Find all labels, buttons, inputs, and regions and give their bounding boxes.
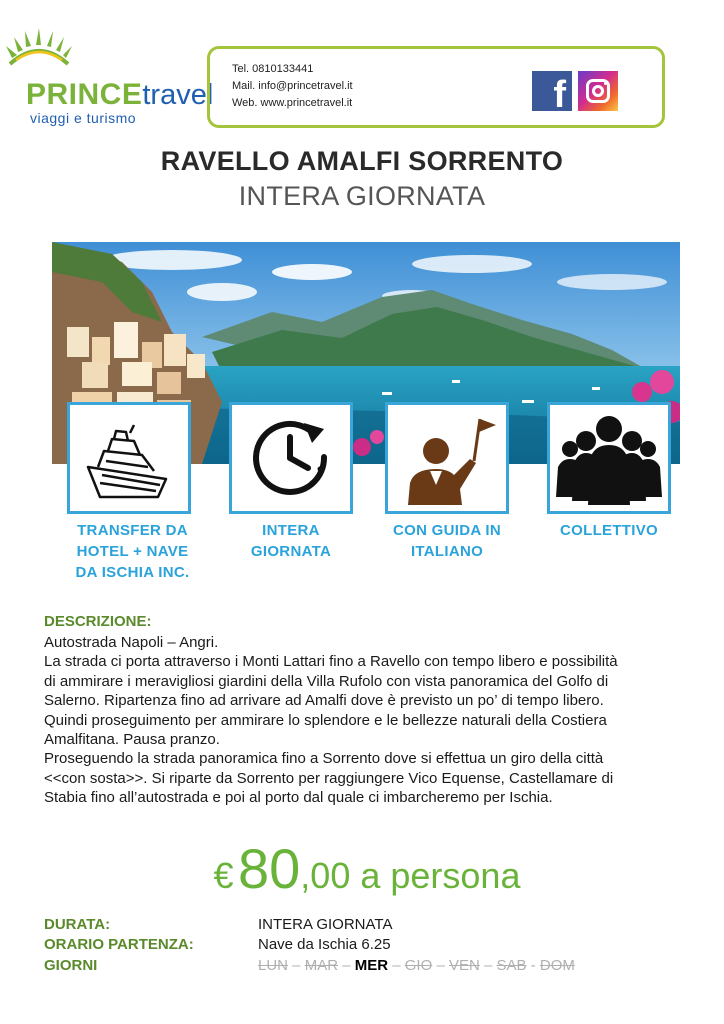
feature-label-transfer: TRANSFER DA HOTEL + NAVE DA ISCHIA INC. (75, 522, 190, 581)
day-mon: LUN (258, 957, 289, 974)
duration-value: INTERA GIORNATA (258, 916, 393, 933)
facebook-icon[interactable]: f (532, 71, 572, 111)
day-thu: GIO (404, 957, 433, 974)
feature-box-guide (385, 402, 509, 514)
cruise-ship-icon (70, 405, 188, 511)
feature-label-full-day: INTERA GIORNATA (250, 522, 332, 560)
days-label: GIORNI (44, 957, 98, 974)
day-fri: VEN (448, 957, 480, 974)
contact-details (232, 61, 353, 112)
page-subtitle: INTERA GIORNATA (238, 181, 486, 211)
days-of-week: LUN – MAR – MER – GIO – VEN – SAB - DOM (258, 957, 575, 974)
page-title: RAVELLO AMALFI SORRENTO (160, 146, 564, 176)
brand-tagline: viaggi e turismo (30, 110, 137, 126)
departure-label: ORARIO PARTENZA: (44, 936, 194, 953)
instagram-icon[interactable] (578, 71, 618, 111)
tour-guide-icon (388, 405, 506, 511)
brand-logo (4, 28, 214, 128)
price: € 80,00 a persona (213, 837, 521, 900)
group-icon (550, 405, 668, 511)
sun-logo-icon (4, 28, 74, 66)
clock-icon (232, 405, 350, 511)
feature-box-transfer (67, 402, 191, 514)
day-sun: DOM (539, 957, 575, 974)
day-sat: SAB (496, 957, 527, 974)
feature-box-group (547, 402, 671, 514)
description-text: Autostrada Napoli – Angri. La strada ci porta attraverso i Monti Lattari fino a Ravello con tempo libero e possibilità di ammirare i meravigliosi giardini della Villa Rufolo con vista panoramica del Golfo di Salerno. Ripartenza fino ad arrivare ad Amalfi dove è previsto un po’ di tempo libero. Quindi proseguimento per ammirare lo splendore e le bellezze naturali della Costiera Amalfitana. Pausa pranzo. Proseguendo la strada panoramica fino a Sorrento dove si effettua un giro della città <<con sosta>>. Si riparte da Sorrento per raggiungere Vico Equense, Castellamare di Stabia fino all’autostrada e poi al porto dal quale ci imbarcheremo per Ischia. (44, 634, 618, 807)
day-tue: MAR (304, 957, 339, 974)
departure-value: Nave da Ischia 6.25 (258, 936, 391, 953)
contact-website[interactable]: Web. www.princetravel.it (232, 97, 353, 109)
description-heading: DESCRIZIONE: (44, 613, 152, 630)
feature-label-group: COLLETTIVO (560, 522, 658, 539)
feature-box-full-day (229, 402, 353, 514)
contact-box (207, 46, 665, 128)
contact-email[interactable]: Mail. info@princetravel.it (232, 80, 353, 92)
brand-name: PRINCEtravel (26, 78, 214, 111)
feature-label-guide: CON GUIDA IN ITALIANO (392, 522, 502, 560)
day-wed: MER (354, 957, 389, 974)
duration-label: DURATA: (44, 916, 111, 933)
contact-phone[interactable]: Tel. 0810133441 (232, 63, 314, 75)
